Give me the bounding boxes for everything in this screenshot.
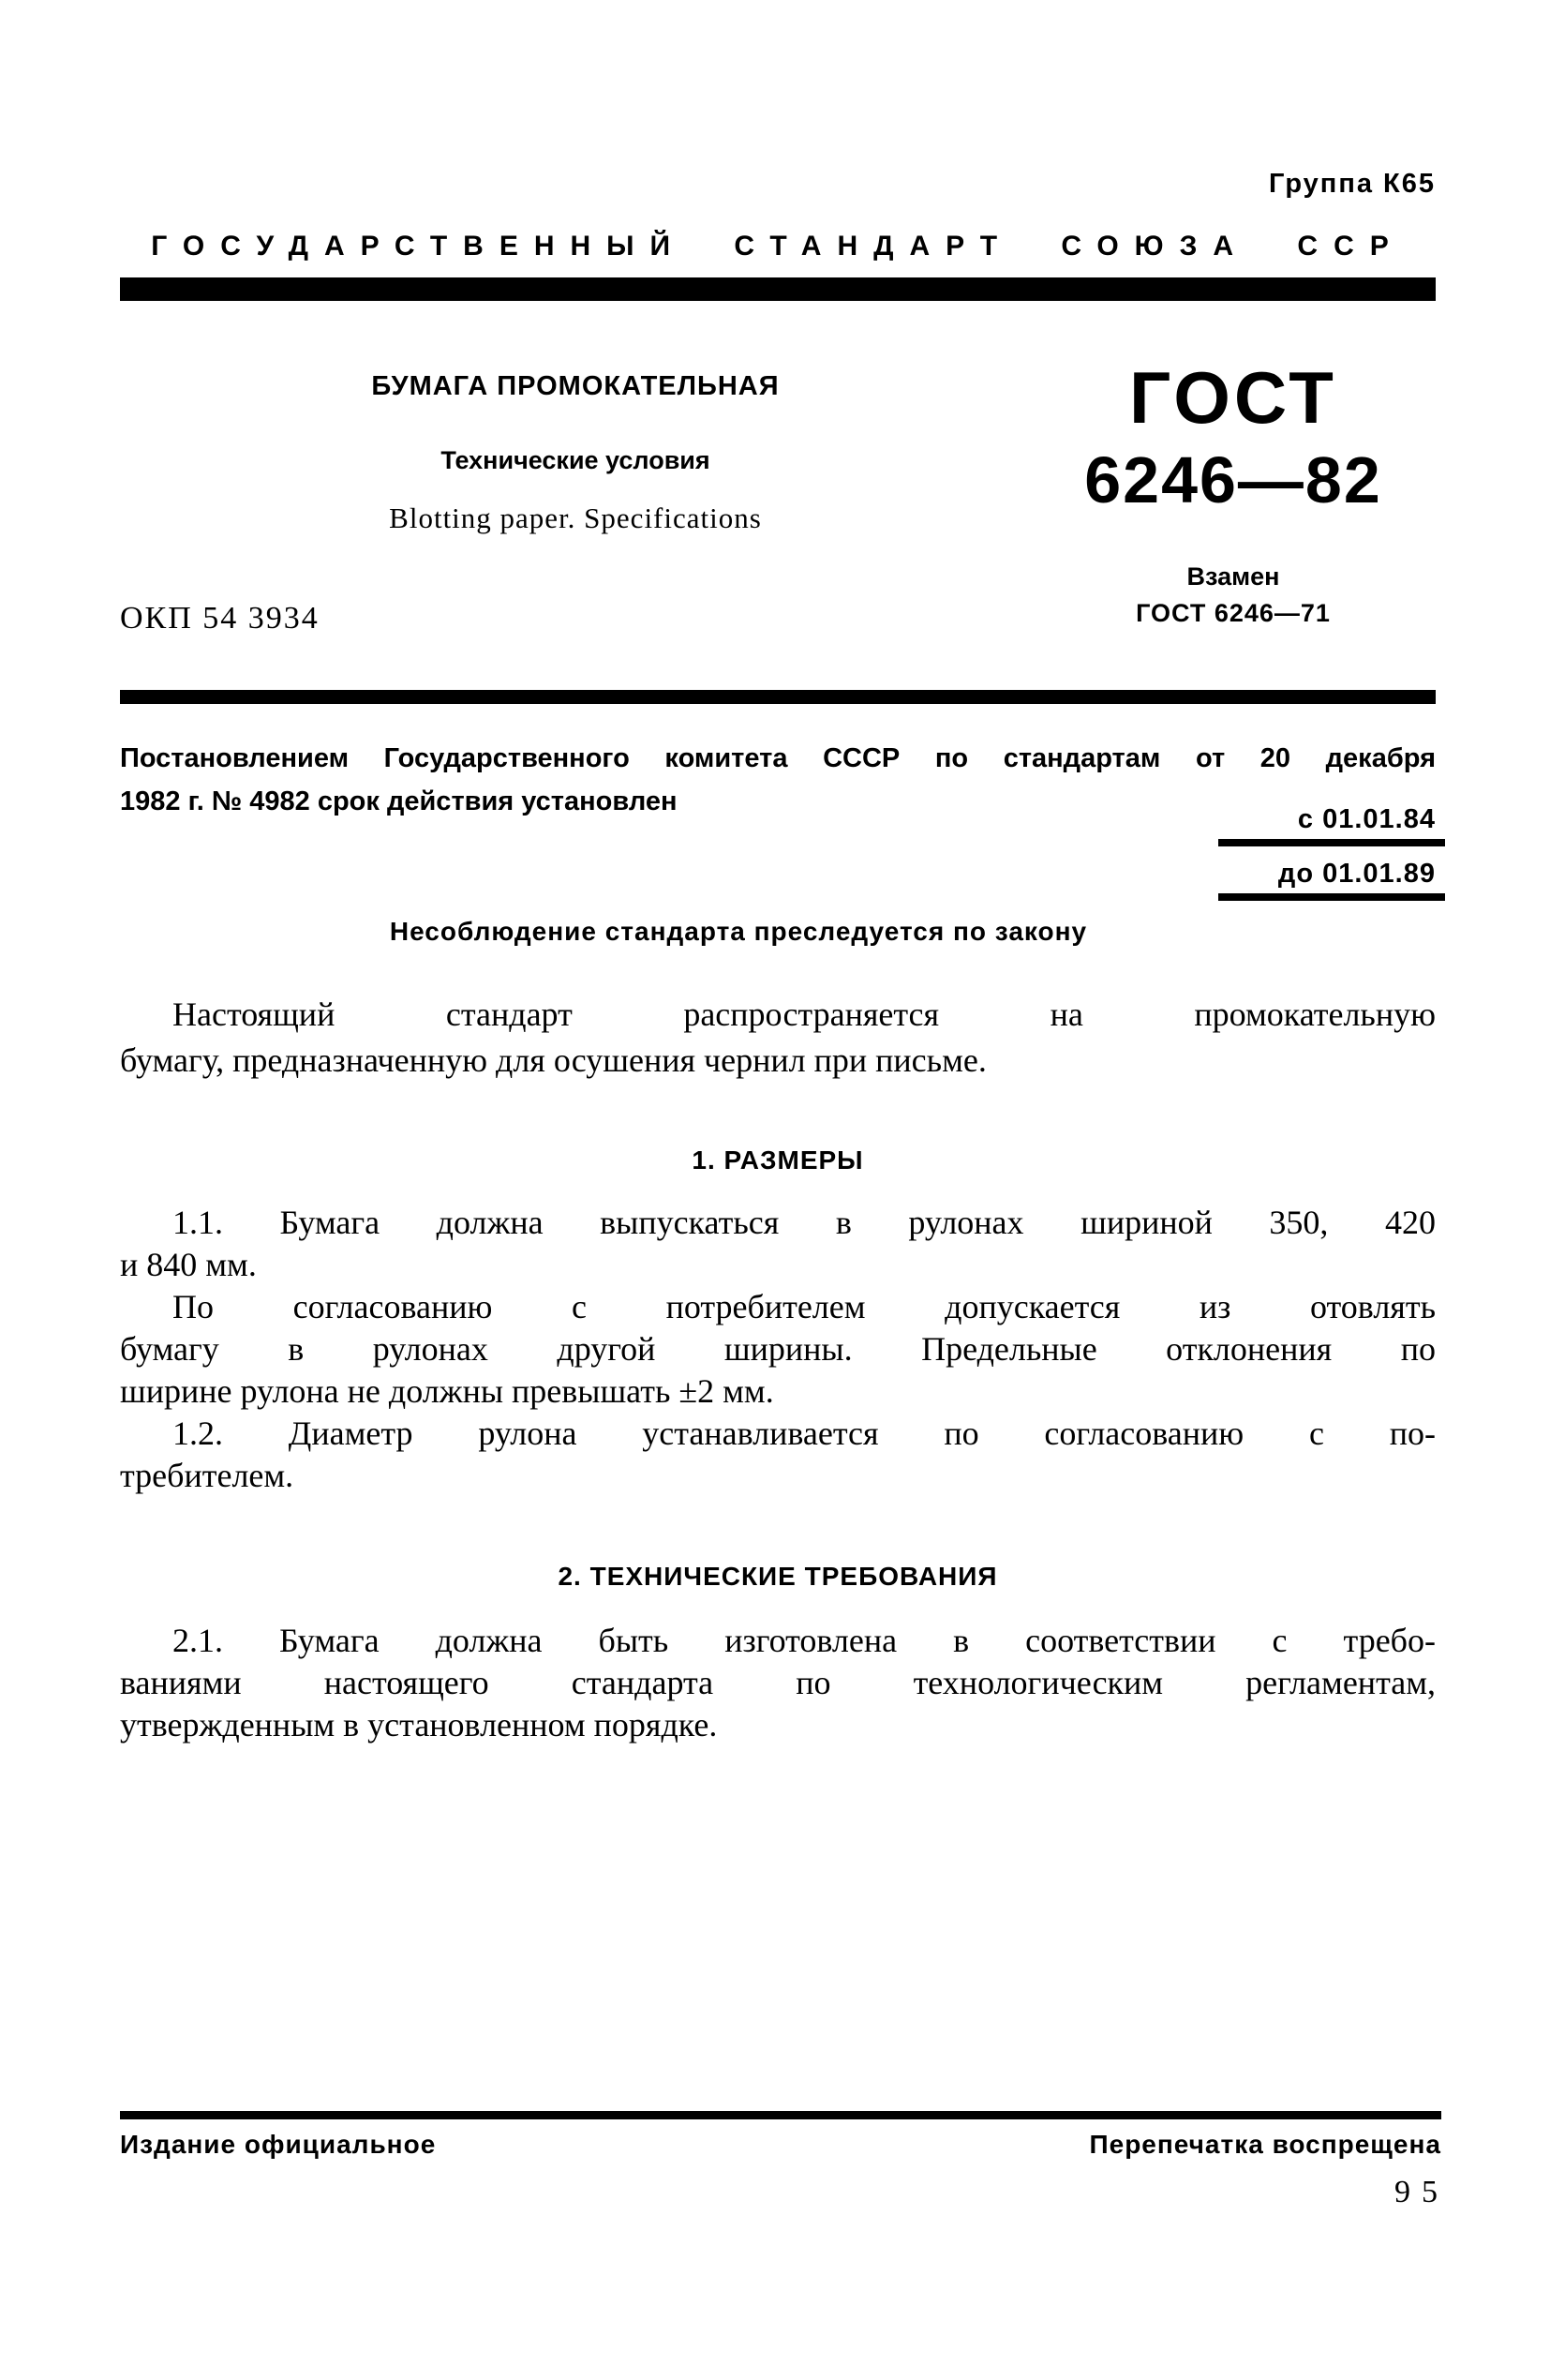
validity-dates: [1218, 804, 1445, 913]
section-2-body: [120, 1620, 1436, 1746]
section-1-body: [120, 1202, 1436, 1497]
okp-code: ОКП 54 3934: [120, 601, 320, 636]
document-subtitle: Технические условия: [440, 446, 710, 474]
section-1-heading: 1. РАЗМЕРЫ: [692, 1145, 864, 1175]
top-divider-bar: [120, 277, 1436, 301]
group-label: Группа К65: [1269, 169, 1436, 199]
middle-divider-bar: [120, 690, 1436, 704]
text-line: ширине рулона не должны превышать ±2 мм.: [120, 1372, 774, 1410]
text-line: Настоящий стандарт распространяется на промокательную: [172, 995, 1436, 1033]
replaces-label: Взамен: [1186, 562, 1280, 591]
title-block: [120, 356, 1436, 636]
footer-divider: [120, 2111, 1441, 2119]
document-header-title: ГОСУДАРСТВЕННЫЙ СТАНДАРТ СОЮЗА ССР: [151, 231, 1405, 262]
standard-number-column: [1031, 356, 1436, 636]
decree-line: Постановлением Государственного комитета СССР по стандартам от 20 декабря: [120, 743, 1436, 773]
reprint-label: Перепечатка воспрещена: [1089, 2130, 1441, 2159]
gost-number: 6246—82: [1084, 443, 1382, 516]
text-line: ваниями настоящего стандарта по технологическим регламентам,: [120, 1664, 1436, 1701]
law-notice: Несоблюдение стандарта преследуется по закону: [389, 917, 1088, 946]
text-line: 2.1. Бумага должна быть изготовлена в соответствии с требо-: [172, 1622, 1436, 1659]
text-line: утвержденным в установленном порядке.: [120, 1706, 718, 1744]
edition-label: Издание официальное: [120, 2130, 437, 2159]
intro-paragraph: [120, 992, 1436, 1084]
text-line: По согласованию с потребителем допускается из отовлять: [172, 1288, 1436, 1325]
text-line: и 840 мм.: [120, 1246, 257, 1283]
page-number: 95: [1394, 2175, 1449, 2209]
decree-line: 1982 г. № 4982 срок действия установлен: [120, 786, 678, 816]
replaces-number: ГОСТ 6246—71: [1136, 599, 1331, 627]
section-2-heading: 2. ТЕХНИЧЕСКИЕ ТРЕБОВАНИЯ: [558, 1562, 998, 1591]
gost-label: ГОСТ: [1129, 356, 1337, 439]
text-line: 1.1. Бумага должна выпускаться в рулонах шириной 350, 420: [172, 1204, 1436, 1241]
valid-from-date: с 01.01.84: [1218, 804, 1445, 846]
valid-to-date: до 01.01.89: [1218, 859, 1445, 901]
document-title-english: Blotting paper. Specifications: [389, 501, 762, 534]
document-title: БУМАГА ПРОМОКАТЕЛЬНАЯ: [371, 371, 780, 401]
text-line: бумагу в рулонах другой ширины. Предельные отклонения по: [120, 1330, 1436, 1368]
text-line: требителем.: [120, 1457, 294, 1494]
title-column: [120, 364, 1031, 636]
text-line: бумагу, предназначенную для осушения чернил при письме.: [120, 1041, 987, 1079]
footer: [120, 2130, 1441, 2160]
text-line: 1.2. Диаметр рулона устанавливается по согласованию с по-: [172, 1415, 1436, 1452]
